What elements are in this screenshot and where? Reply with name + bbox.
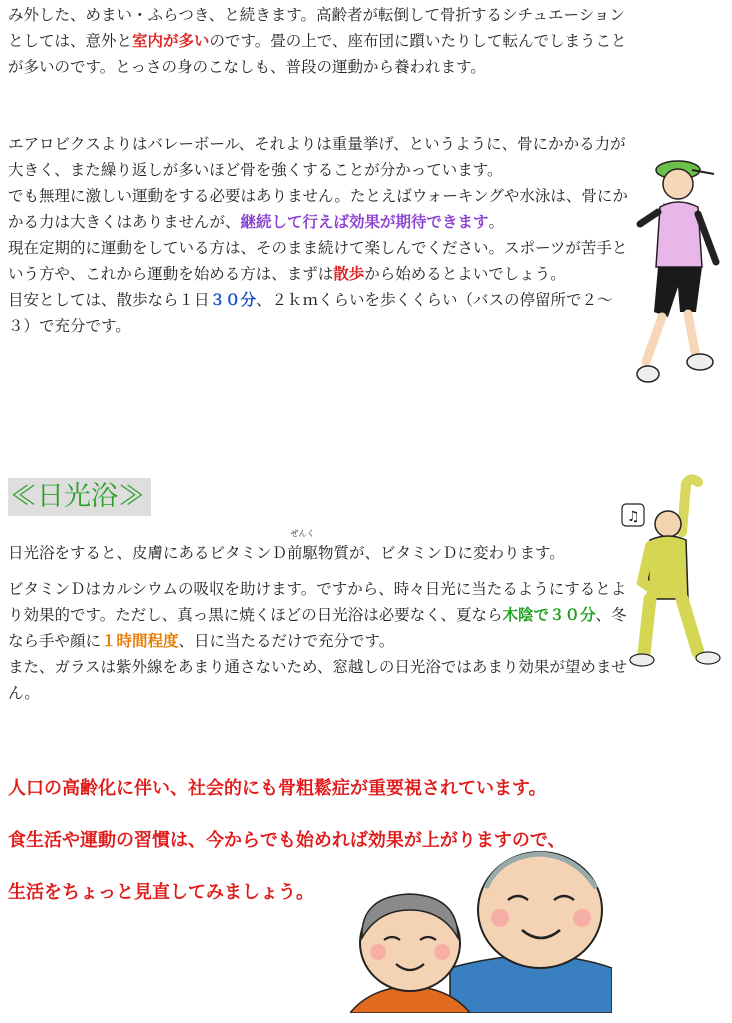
exercise-sentence-4: 目安としては、散歩なら１日３０分、２ｋｍくらいを歩くくらい（バスの停留所で２〜３）で充分です。 — [8, 290, 613, 335]
sunbathing-heading: ≪日光浴≫ — [8, 478, 151, 516]
stretching-man-illustration — [620, 474, 730, 669]
continue-highlight: 継続して行えば効果が期待できます — [240, 212, 489, 231]
thirty-min-highlight: ３０分 — [209, 290, 257, 309]
intro-paragraph — [8, 2, 628, 80]
exercise-paragraph — [8, 131, 628, 339]
music-note-icon: ♫ — [627, 509, 640, 525]
glass-note: また、ガラスは紫外線をあまり通さないため、窓越しの日光浴ではあまり効果が望めません。 — [8, 658, 627, 702]
walk-highlight: 散歩 — [333, 264, 365, 283]
ruby-term: ぜんく 前駆 — [287, 529, 319, 562]
closing-line-1: 人口の高齢化に伴い、社会的にも骨粗鬆症が重要視されています。 — [8, 778, 547, 799]
shade-highlight: 木陰で３０分 — [502, 605, 596, 624]
exercise-sentence-2: でも無理に激しい運動をする必要はありません。たとえばウォーキングや水泳は、骨にかかる力は大きくはありませんが、継続して行えば効果が期待できます。 — [8, 187, 628, 231]
walking-man-illustration — [632, 152, 728, 397]
indoor-highlight: 室内が多い — [132, 31, 210, 50]
ruby-reading: ぜんく — [290, 529, 315, 538]
closing-line-3: 生活をちょっと見直してみましょう。 — [8, 882, 314, 903]
exercise-sentence-3: 現在定期的に運動をしている方は、そのまま続けて楽しんでください。スポーツが苦手という方や、これから運動を始める方は、まずは散歩から始めるとよいでしょう。 — [8, 239, 628, 283]
closing-line-2: 食生活や運動の習慣は、今からでも始めれば効果が上がりますので、 — [8, 830, 566, 851]
sunbathing-paragraph-2: ビタミンＤはカルシウムの吸収を助けます。ですから、時々日光に当たるようにするとより効果的です。ただし、真っ黒に焼くほどの日光浴は必要なく、夏なら木陰で３０分、冬なら手や顔に１時間程度、日に当たるだけで充分です。 また、ガラスは紫外線をあまり通さないため、窓越しの日光浴ではあまり効果が望めません。 — [8, 576, 628, 706]
one-hour-highlight: １時間程度 — [101, 631, 179, 650]
exercise-sentence-1: エアロビクスよりはバレーボール、それよりは重量挙げ、というように、骨にかかる力が大きく、また繰り返しが多いほど骨を強くすることが分かっています。 — [8, 135, 626, 179]
intro-text-1: み外した、めまい・ふらつき、と続きます。高齢者が転倒して骨折するシチュエーションとしては、意外と — [8, 6, 625, 50]
elderly-couple-illustration — [350, 848, 612, 1013]
intro-text-2: のです。畳の上で、座布団に躓いたりして転んでしまうことが多いのです。とっさの身のこなしも、普段の運動から養われます。 — [8, 32, 627, 76]
sunbathing-paragraph-1: 日光浴をすると、皮膚にあるビタミンＤ ぜんく 前駆物質が、ビタミンＤに変わります。 — [8, 540, 628, 566]
